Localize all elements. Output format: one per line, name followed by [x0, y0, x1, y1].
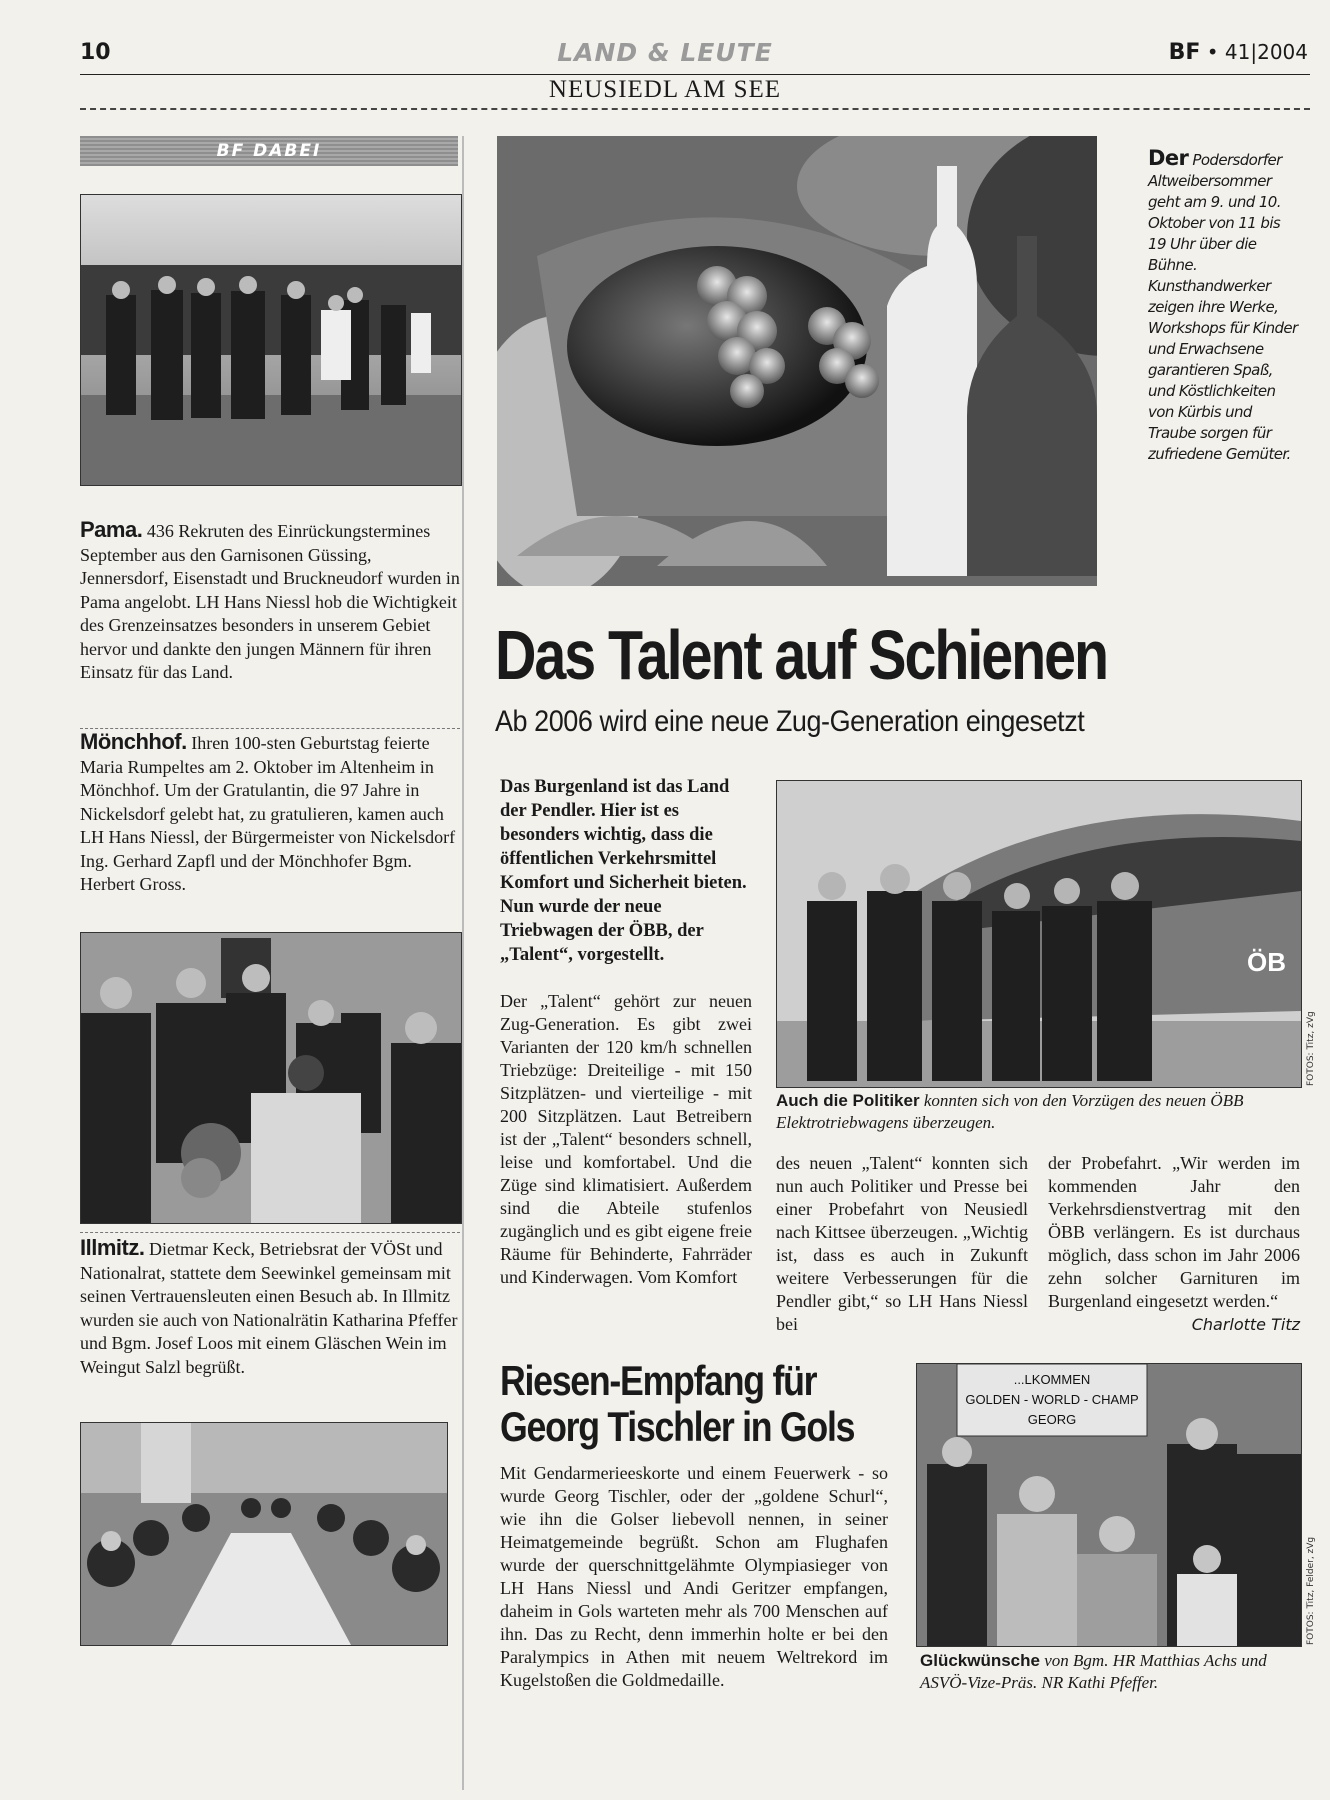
main-column-2: des neuen „Talent“ konnten sich nun auch Politiker und Presse bei einer Probefahrt von Neusiedl nach Kittsee überzeugen. „Wichtig ist, dass es auch in Zukunft weitere Verbesserungen für die Pendler gibt,“ so LH Hans Niessl bei [776, 1153, 1028, 1334]
altweiber-caption [1148, 148, 1300, 465]
photo-credit: FOTOS: Titz, zVg [1306, 1011, 1316, 1086]
story-illmitz [80, 1236, 460, 1379]
story-pama [80, 518, 460, 685]
caption-text: von Bgm. HR Matthias Achs und ASVÖ-Vize-Präs. NR Kathi Pfeffer. [920, 1651, 1267, 1692]
section-title: LAND & LEUTE [557, 38, 773, 67]
story-keyword: Pama. [80, 517, 143, 542]
train-logo: ÖB [1247, 947, 1286, 977]
banner-line-1: ...LKOMMEN [1013, 1372, 1091, 1387]
header-rule [80, 74, 1310, 75]
photo-birthday [80, 932, 462, 1224]
main-column-1: Der „Talent“ gehört zur neuen Zug-Generation. Es gibt zwei Varianten der 120 km/h schnellen Triebzüge: Dreiteilige - mit 150 Sitzplätzen- und vierteilige - mit 200 Sitzplätzen. Laut Betreibern ist der „Talent“ besonders schnell, leise und komfortabel. Und die Züge sind klimatisiert. Außerdem sind die Abteile stufenlos zugänglich und es gibt eigene freie Räume für Behinderte, Fahrräder und Kinderwagen. Vom Komfort [500, 991, 752, 1287]
main-subheadline: Ab 2006 wird eine neue Zug-Generation eingesetzt [495, 705, 1085, 738]
main-headline: Das Talent auf Schienen [495, 616, 1108, 694]
main-intro: Das Burgenland ist das Land der Pendler. Hier ist es besonders wichtig, dass die öffentlichen Verkehrsmittel Komfort und Sicherheit bieten. Nun wurde der neue Triebwagen der ÖBB, der „Talent“, vorgestellt. [500, 777, 747, 965]
reception-caption [920, 1650, 1300, 1694]
author-name: Charlotte Titz [1191, 1315, 1300, 1334]
sidebar-title-bar [80, 136, 458, 166]
caption-keyword: Auch die Politiker [776, 1091, 920, 1110]
column-text: der Probefahrt. „Wir werden im kommenden Jahr den Verkehrsdienstvertrag mit den ÖBB verlängern. Es ist durchaus möglich, dass schon im Jahr 2006 zehn solcher Garnituren im Burgenland eingesetzt werden.“ [1048, 1153, 1300, 1311]
caption-text: konnten sich von den Vorzügen des neuen ÖBB Elektrotriebwagens überzeugen. [776, 1091, 1244, 1132]
region-title: NEUSIEDL AM SEE [548, 76, 782, 103]
sidebar-title: BF DABEI [216, 141, 322, 161]
caption-keyword: Glückwünsche [920, 1651, 1040, 1670]
photo-reception [916, 1363, 1302, 1647]
photo-pama-ceremony [80, 194, 462, 486]
banner-line-3: GEORG [1027, 1412, 1077, 1427]
caption-keyword: Der [1148, 146, 1189, 170]
story-moenchhof [80, 730, 460, 897]
photo-illmitz-table [80, 1422, 448, 1646]
story-text: 436 Rekruten des Einrückungstermines September aus den Garnisonen Güssing, Jennersdorf, Eisenstadt und Bruckneudorf wurden in Pama angelobt. LH Hans Niessl hob die Wichtigkeit des Grenzeinsatzes besonders in unserem Gebiet hervor und dankte den jungen Männern für ihren Einsatz für das Land. [80, 521, 460, 682]
main-column-3 [1048, 1152, 1300, 1336]
story-text: Ihren 100-sten Geburtstag feierte Maria Rumpeltes am 2. Oktober im Altenheim in Mönchhof. Um der Gratulantin, die 97 Jahre in Nickelsdorf gelebt hat, zu gratulieren, kamen auch LH Hans Niessl, der Bürgermeister von Nickelsdorf Ing. Gerhard Zapfl und der Mönchhofer Bgm. Herbert Gross. [80, 733, 456, 894]
issue-number: • 41|2004 [1206, 40, 1308, 64]
story-keyword: Mönchhof. [80, 729, 187, 754]
photo-credit-reception: FOTOS: Titz, Felder, zVg [1306, 1536, 1316, 1645]
second-article-text: Mit Gendarmerieeskorte und einem Feuerwerk - so wurde Georg Tischler, oder der „goldene Schurl“, wie ihn die Golser liebevoll nennen, in seiner Heimatgemeinde begrüßt. Schon am Flughafen wurde der querschnittgelähmte Olympiasieger von LH Hans Niessl und Andi Geritzer empfangen, daheim in Gols warteten mehr als 700 Menschen auf ihn. Das zu Recht, denn immerhin holte er bei den Paralympics in Athen mit neuem Weltrekord im Kugelstoßen die Goldmedaille. [500, 1463, 888, 1690]
publication-name: BF [1168, 40, 1201, 65]
photo-train-politicians [776, 780, 1302, 1088]
banner-line-2: GOLDEN - WORLD - CHAMP [965, 1392, 1139, 1407]
publication-issue [1169, 40, 1308, 65]
second-headline: Riesen-Empfang für Georg Tischler in Gols [500, 1357, 855, 1450]
story-text: Dietmar Keck, Betriebsrat der VÖSt und Nationalrat, stattete dem Seewinkel gemeinsam mit seinen Vertrauensleuten einen Besuch ab. In Illmitz wurden sie auch von Nationalrätin Katharina Pfeffer und Bgm. Josef Loos mit einem Gläschen Wein im Weingut Salzl begrüßt. [80, 1239, 458, 1377]
story-separator [80, 1232, 460, 1233]
page-number: 10 [80, 40, 111, 65]
header-dashed-rule [80, 108, 1310, 110]
story-keyword: Illmitz. [80, 1235, 145, 1260]
caption-text: Podersdorfer Altweibersommer geht am 9. und 10. Oktober von 11 bis 19 Uhr über die Bühne. Kunsthandwerker zeigen ihre Werke, Workshops für Kinder und Erwachsene garantieren Spaß, und Köstlichkeiten von Kürbis und Traube sorgen für zufriedene Gemüter. [1148, 151, 1298, 463]
train-caption [776, 1090, 1296, 1134]
